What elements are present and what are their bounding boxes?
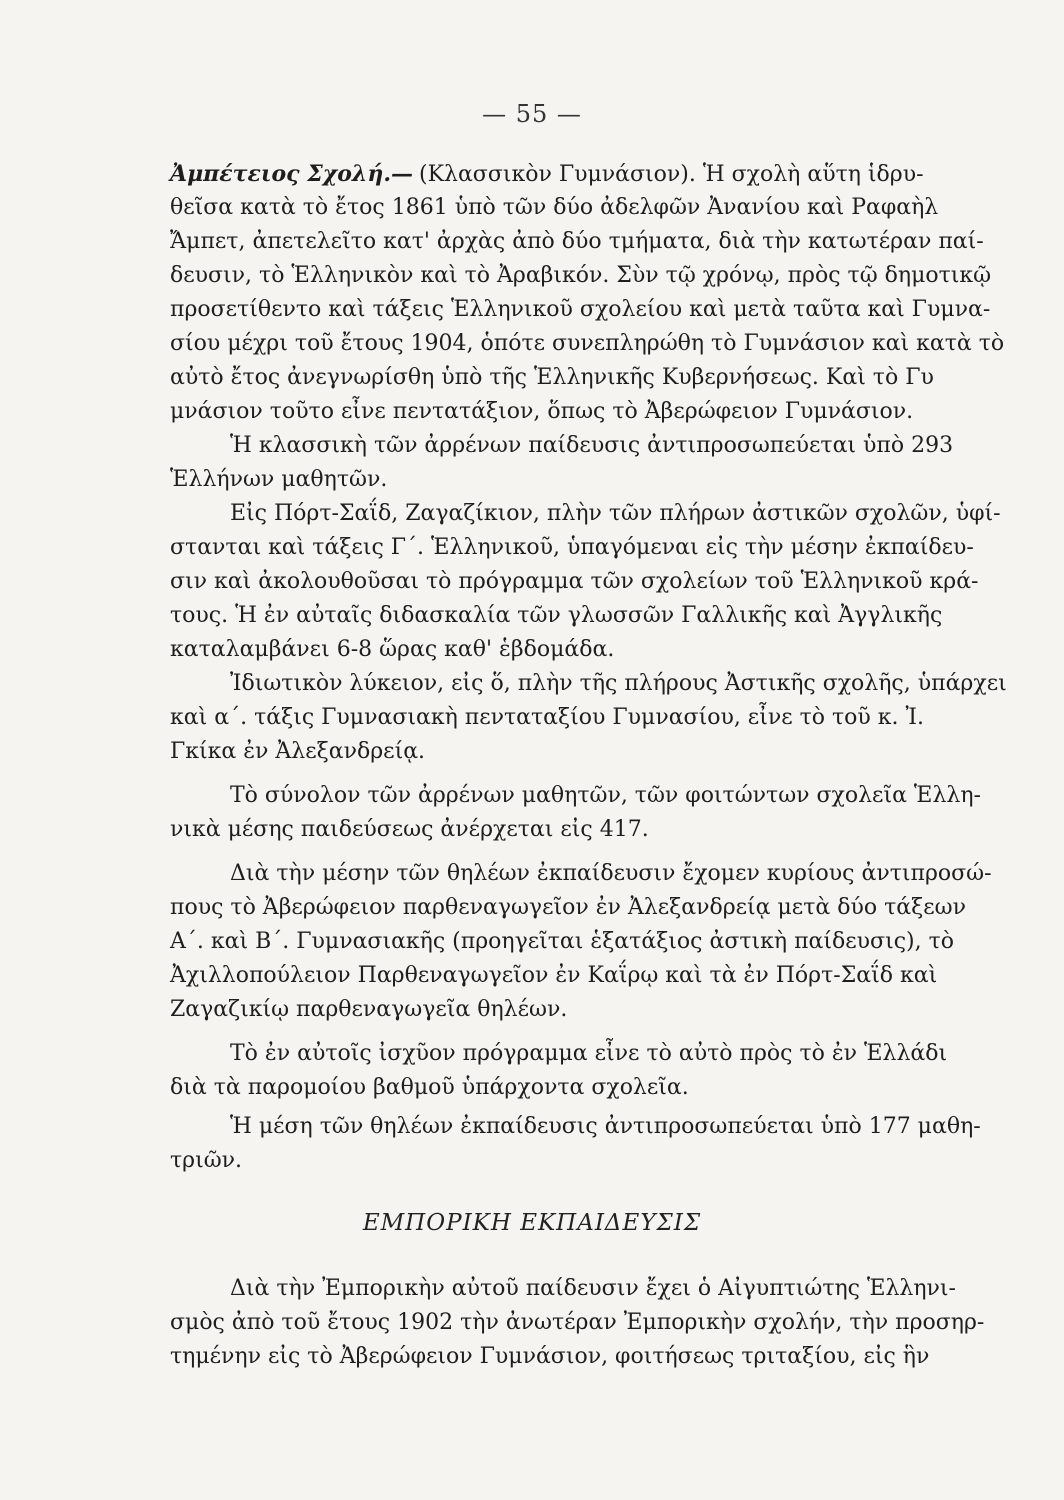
text-line: Ἡ κλασσικὴ τῶν ἀρρένων παίδευσις ἀντιπροσωπεύεται ὑπὸ 293: [230, 433, 954, 458]
text-line: προσετίθεντο καὶ τάξεις Ἑλληνικοῦ σχολείου καὶ μετὰ ταῦτα καὶ Γυμνα-: [170, 297, 991, 322]
text-line: μνάσιον τοῦτο εἶνε πεντατάξιον, ὅπως τὸ Ἀβερώφειον Γυμνάσιον.: [170, 399, 914, 424]
text-line: Ἑλλήνων μαθητῶν.: [170, 467, 388, 492]
text-line: Τὸ σύνολον τῶν ἀρρένων μαθητῶν, τῶν φοιτώντων σχολεῖα Ἑλλη-: [230, 783, 981, 808]
text-line: Ζαγαζικίῳ παρθεναγωγεῖα θηλέων.: [170, 997, 568, 1022]
page-number: — 55 —: [482, 100, 582, 128]
text-line: Διὰ τὴν μέσην τῶν θηλέων ἐκπαίδευσιν ἔχομεν κυρίους ἀντιπροσώ-: [230, 861, 992, 886]
text-line: Ἰδιωτικὸν λύκειον, εἰς ὅ, πλὴν τῆς πλήρους Ἀστικῆς σχολῆς, ὑπάρχει: [230, 671, 1007, 696]
text-line: δευσιν, τὸ Ἑλληνικὸν καὶ τὸ Ἀραβικόν. Σὺν τῷ χρόνῳ, πρὸς τῷ δημοτικῷ: [170, 263, 992, 288]
text-line: νικὰ μέσης παιδεύσεως ἀνέρχεται εἰς 417.: [170, 817, 649, 842]
text-line: τους. Ἡ ἐν αὐταῖς διδασκαλία τῶν γλωσσῶν Γαλλικῆς καὶ Ἀγγλικῆς: [170, 603, 943, 628]
text-line: αὐτὸ ἔτος ἀνεγνωρίσθη ὑπὸ τῆς Ἑλληνικῆς Κυβερνήσεως. Καὶ τὸ Γυ: [170, 365, 934, 390]
text-line: τημένην εἰς τὸ Ἀβερώφειον Γυμνάσιον, φοιτήσεως τριταξίου, εἰς ἣν: [170, 1344, 930, 1369]
section-heading: ΕΜΠΟΡΙΚΗ ΕΚΠΑΙΔΕΥΣΙΣ: [362, 1210, 702, 1236]
text-line: καὶ α΄. τάξις Γυμνασιακὴ πενταταξίου Γυμνασίου, εἶνε τὸ τοῦ κ. Ἰ.: [170, 705, 924, 730]
text-line: διὰ τὰ παρομοίου βαθμοῦ ὑπάρχοντα σχολεῖα.: [170, 1075, 689, 1100]
text-line: Ἡ μέση τῶν θηλέων ἐκπαίδευσις ἀντιπροσωπεύεται ὑπὸ 177 μαθη-: [230, 1114, 981, 1139]
text-line: τριῶν.: [170, 1148, 243, 1173]
text-line: πους τὸ Ἀβερώφειον παρθεναγωγεῖον ἐν Ἀλεξανδρείᾳ μετὰ δύο τάξεων: [170, 895, 966, 920]
text-line: Τὸ ἐν αὐτοῖς ἰσχῦον πρόγραμμα εἶνε τὸ αὐτὸ πρὸς τὸ ἐν Ἑλλάδι: [230, 1041, 948, 1066]
text-line: Γκίκα ἐν Ἀλεξανδρείᾳ.: [170, 739, 426, 764]
text-line: Α΄. καὶ Β΄. Γυμνασιακῆς (προηγεῖται ἑξατάξιος ἀστικὴ παίδευσις), τὸ: [170, 929, 954, 954]
text-line: σμὸς ἀπὸ τοῦ ἔτους 1902 τὴν ἀνωτέραν Ἐμπορικὴν σχολήν, τὴν προσηρ-: [170, 1310, 985, 1335]
text-line: Εἰς Πόρτ-Σαΐδ, Ζαγαζίκιον, πλὴν τῶν πλήρων ἀστικῶν σχολῶν, ὑφί-: [230, 501, 1001, 526]
text-line: Ἀμπέτειος Σχολή.— (Κλασσικὸν Γυμνάσιον). Ἡ σχολὴ αὕτη ἱδρυ-: [170, 161, 924, 187]
text-line: Ἄμπετ, ἀπετελεῖτο κατ' ἀρχὰς ἀπὸ δύο τμήματα, διὰ τὴν κατωτέραν παί-: [170, 229, 984, 254]
text-line: Ἀχιλλοπούλειον Παρθεναγωγεῖον ἐν Καΐρῳ καὶ τὰ ἐν Πόρτ-Σαΐδ καὶ: [170, 963, 938, 988]
text-line: σίου μέχρι τοῦ ἔτους 1904, ὁπότε συνεπληρώθη τὸ Γυμνάσιον καὶ κατὰ τὸ: [170, 331, 1005, 356]
text-line: Διὰ τὴν Ἐμπορικὴν αὐτοῦ παίδευσιν ἔχει ὁ Αἰγυπτιώτης Ἑλληνι-: [230, 1276, 956, 1301]
text-line: θεῖσα κατὰ τὸ ἔτος 1861 ὑπὸ τῶν δύο ἀδελφῶν Ἀνανίου καὶ Ραφαὴλ: [170, 195, 939, 220]
section-lead: Ἀμπέτειος Σχολή.—: [170, 161, 413, 187]
text-line: σιν καὶ ἀκολουθοῦσαι τὸ πρόγραμμα τῶν σχολείων τοῦ Ἑλληνικοῦ κρά-: [170, 569, 979, 594]
text-line: καταλαμβάνει 6-8 ὥρας καθ' ἑβδομάδα.: [170, 637, 615, 662]
text-line: στανται καὶ τάξεις Γ΄. Ἑλληνικοῦ, ὑπαγόμεναι εἰς τὴν μέσην ἐκπαίδευ-: [170, 535, 974, 560]
